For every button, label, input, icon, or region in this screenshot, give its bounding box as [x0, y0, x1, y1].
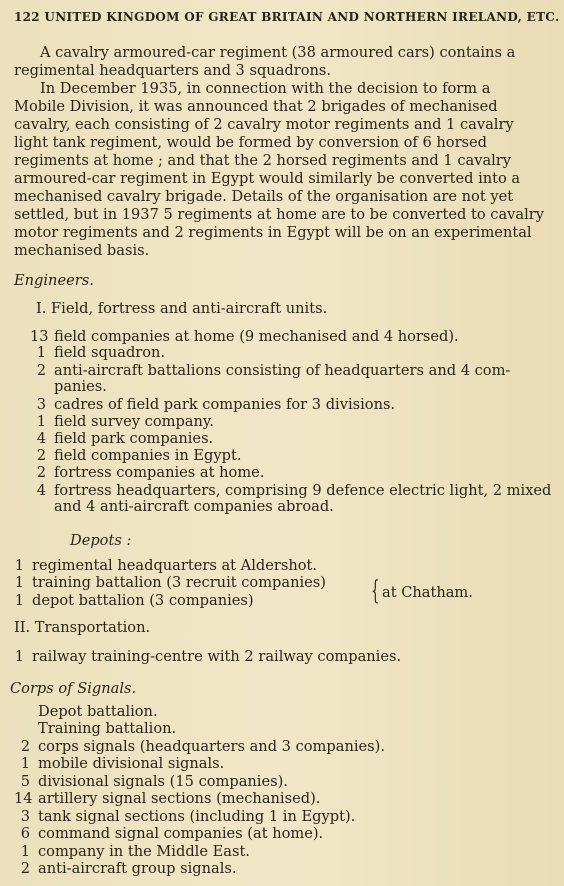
para-line: regimental headquarters and 3 squadrons. [14, 62, 332, 79]
list-item: Depot battalion. [38, 703, 158, 720]
list-item: panies. [54, 378, 107, 395]
para-line: motor regiments and 2 regiments in Egypt will be on an experimental [14, 224, 532, 241]
para-line: A cavalry armoured-car regiment (38 armoured cars) contains a [40, 44, 516, 61]
list-item: 1 company in the Middle East. [20, 843, 250, 860]
section-heading: I. Field, fortress and anti-aircraft units. [36, 300, 328, 317]
list-item: 2 anti-aircraft group signals. [20, 860, 237, 877]
para-line: cavalry, each consisting of 2 cavalry motor regiments and 1 cavalry [14, 116, 514, 133]
para-line: settled, but in 1937 5 regiments at home are to be converted to cavalry [14, 206, 544, 223]
para-line: mechanised cavalry brigade. Details of the organisation are not yet [14, 188, 514, 205]
page-header: 122 UNITED KINGDOM OF GREAT BRITAIN AND NORTHERN IRELAND, ETC. [14, 10, 560, 24]
list-item: 1 depot battalion (3 companies) [14, 592, 254, 609]
para-line: light tank regiment, would be formed by conversion of 6 horsed [14, 134, 488, 151]
para-line: mechanised basis. [14, 242, 150, 259]
list-item: 13 field companies at home (9 mechanised and 4 horsed). [30, 328, 459, 345]
list-item: 1 training battalion (3 recruit companies) [14, 574, 326, 591]
list-item: 3 tank signal sections (including 1 in Egypt). [20, 808, 356, 825]
list-item: 1 field survey company. [36, 413, 214, 430]
list-item: 1 mobile divisional signals. [20, 755, 225, 772]
chatham-label: at Chatham. [382, 584, 473, 601]
para-line: regiments at home ; and that the 2 horsed regiments and 1 cavalry [14, 152, 512, 169]
list-item: 1 regimental headquarters at Aldershot. [14, 557, 318, 574]
para-line: armoured-car regiment in Egypt would similarly be converted into a [14, 170, 521, 187]
list-item: 3 cadres of field park companies for 3 divisions. [36, 396, 396, 413]
list-item: 2 anti-aircraft battalions consisting of headquarters and 4 com- [36, 362, 511, 379]
list-item: 4 field park companies. [36, 430, 214, 447]
para-line: Mobile Division, it was announced that 2 brigades of mechanised [14, 98, 498, 115]
list-item: 1 railway training-centre with 2 railway companies. [14, 648, 402, 665]
list-item: 2 fortress companies at home. [36, 464, 265, 481]
list-item: Training battalion. [38, 720, 177, 737]
list-item: 14 artillery signal sections (mechanised). [14, 790, 321, 807]
engineers-heading: Engineers. [14, 272, 94, 289]
list-item: 5 divisional signals (15 companies). [20, 773, 288, 790]
list-item: 2 field companies in Egypt. [36, 447, 242, 464]
section-heading: II. Transportation. [14, 619, 151, 636]
list-item: 1 field squadron. [36, 344, 166, 361]
depots-heading: Depots : [70, 532, 132, 549]
brace-symbol: { [371, 576, 380, 606]
list-item: 4 fortress headquarters, comprising 9 defence electric light, 2 mixed [36, 482, 552, 499]
signals-heading: Corps of Signals. [10, 680, 137, 697]
list-item: and 4 anti-aircraft companies abroad. [54, 498, 334, 515]
list-item: 2 corps signals (headquarters and 3 companies). [20, 738, 385, 755]
list-item: 6 command signal companies (at home). [20, 825, 324, 842]
para-line: In December 1935, in connection with the decision to form a [40, 80, 491, 97]
